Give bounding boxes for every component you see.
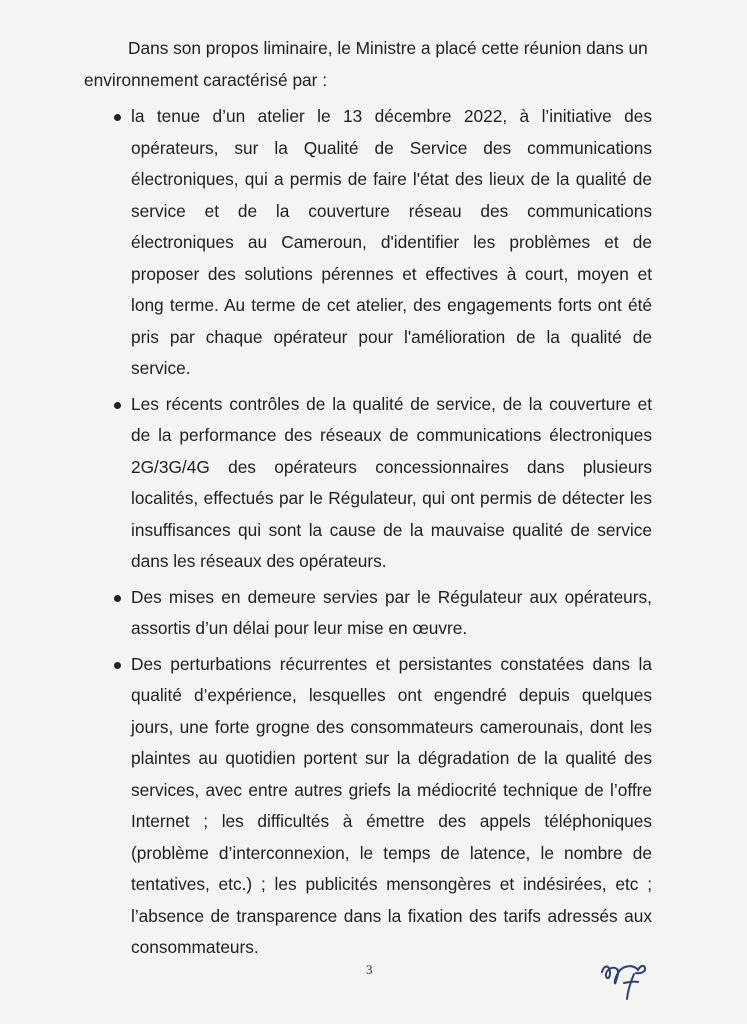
intro-paragraph: Dans son propos liminaire, le Ministre a placé cette réunion dans un environnement caractérisé par : (84, 38, 648, 90)
bullet-icon (114, 114, 121, 121)
bullet-text: Les récents contrôles de la qualité de service, de la couverture et de la performance des réseaux de communications électroniques 2G/3G/4G des opérateurs concessionnaires dans plusieurs localités, effectués par le Régulateur, qui ont permis de détecter les insuffisances qui sont la cause de la mauvaise qualité de service dans les réseaux des opérateurs. (131, 393, 652, 571)
bullet-list (0, 101, 747, 968)
bullet-text: Des mises en demeure servies par le Régulateur aux opérateurs, assortis d’un délai pour leur mise en œuvre. (131, 586, 652, 638)
bullet-text: Des perturbations récurrentes et persistantes constatées dans la qualité d’expérience, lesquelles ont engendré depuis quelques jours, une forte grogne des consommateurs camerounais, dont les plaintes au quotidien portent sur la dégradation de la qualité des services, avec entre autres griefs la médiocrité technique de l’offre Internet ; les difficultés à émettre des appels téléphoniques (problème d’interconnexion, le temps de latence, le nombre de tentatives, etc.) ; les publicités mensongères et indésirées, etc ; l’absence de transparence dans la fixation des tarifs adressés aux consommateurs. (131, 653, 652, 957)
page-number: 3 (366, 962, 373, 977)
bullet-text: la tenue d’un atelier le 13 décembre 2022, à l’initiative des opérateurs, sur la Qualité de Service des communications électroniques, qui a permis de faire l'état des lieux de la qualité de service et de la couverture réseau des communications électroniques au Cameroun, d'identifier les problèmes et de proposer des solutions pérennes et effectives à court, moyen et long terme. Au terme de cet atelier, des engagements forts ont été pris par chaque opérateur pour l'amélioration de la qualité de service. (131, 106, 652, 378)
bullet-icon (114, 402, 121, 409)
handwritten-initials-icon (598, 956, 648, 1002)
list-item (0, 389, 747, 578)
list-item (0, 101, 747, 385)
list-item (0, 649, 747, 964)
bullet-icon (114, 595, 121, 602)
list-item (0, 582, 747, 645)
bullet-icon (114, 662, 121, 669)
